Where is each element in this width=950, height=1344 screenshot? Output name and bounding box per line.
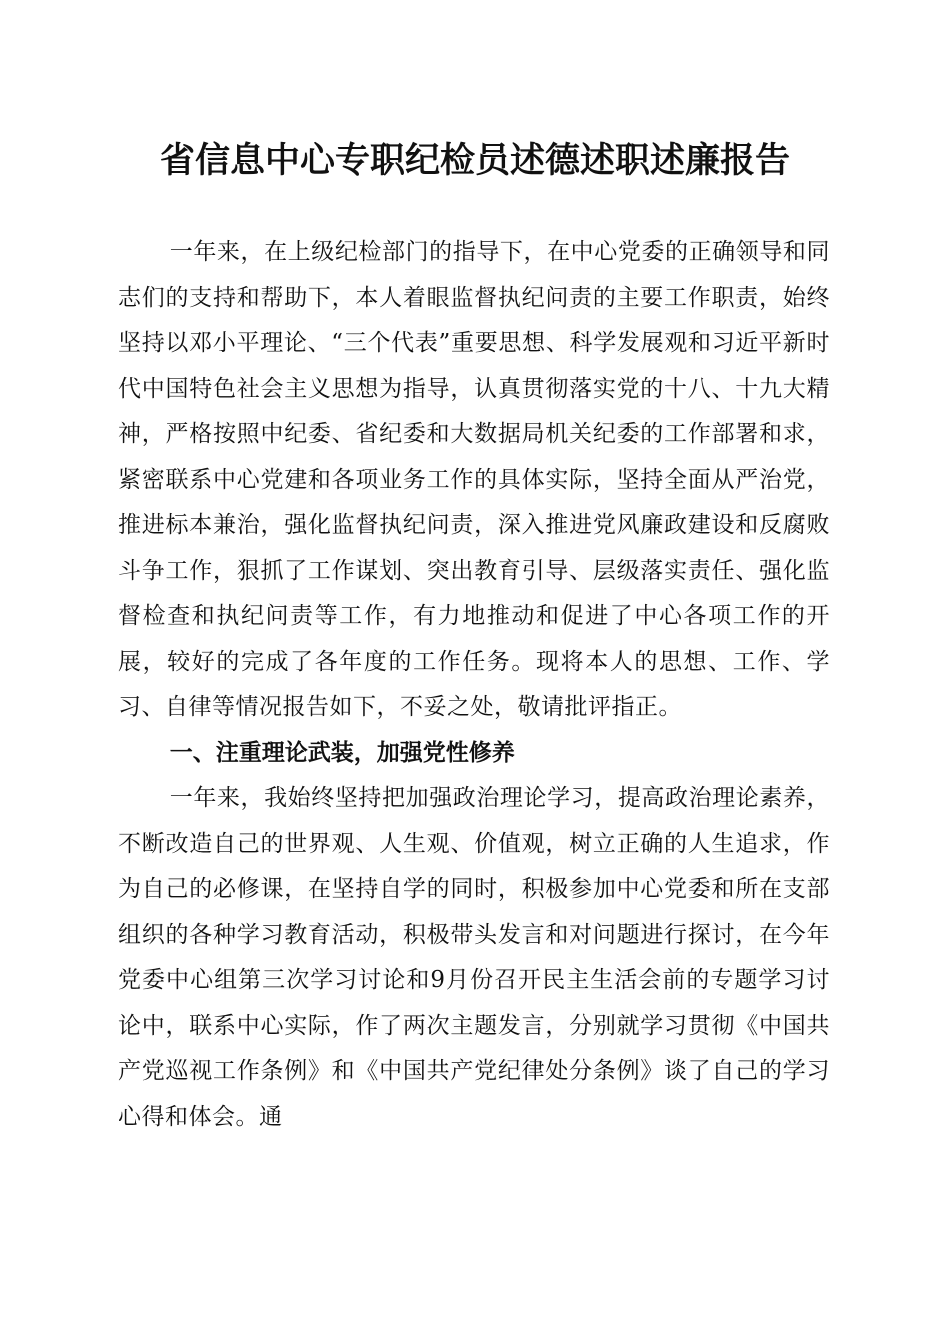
section-paragraph: 一年来，我始终坚持把加强政治理论学习，提高政治理论素养，不断改造自己的世界观、人生观、价值观，树立正确的人生追求，作为自己的必修课，在坚持自学的同时，积极参加中心党委和所在支部组织的各种学习教育活动，积极带头发言和对问题进行探讨，在今年党委中心组第三次学习讨论和9月份召开民主生活会前的专题学习讨论中，联系中心实际，作了两次主题发言，分别就学习贯彻《中国共产党巡视工作条例》和《中国共产党纪律处分条例》谈了自己的学习心得和体会。通 [118,785,830,1130]
intro-paragraph: 一年来，在上级纪检部门的指导下，在中心党委的正确领导和同志们的支持和帮助下，本人着眼监督执纪问责的主要工作职责，始终坚持以邓小平理论、“三个代表”重要思想、科学发展观和习近平新时代中国特色社会主义思想为指导，认真贯彻落实党的十八、十九大精神，严格按照中纪委、省纪委和大数据局机关纪委的工作部署和求，紧密联系中心党建和各项业务工作的具体实际，坚持全面从严治党，推进标本兼治，强化监督执纪问责，深入推进党风廉政建设和反腐败斗争工作，狠抓了工作谋划、突出教育引导、层级落实责任、强化监督检查和执纪问责等工作，有力地推动和促进了中心各项工作的开展，较好的完成了各年度的工作任务。现将本人的思想、工作、学习、自律等情况报告如下，不妥之处，敬请批评指正。 [118,239,830,720]
document-title: 省信息中心专职纪检员述德述职述廉报告 [159,140,790,181]
section-heading: 一、注重理论武装，加强党性修养 [169,739,515,766]
document-body [118,230,830,1140]
